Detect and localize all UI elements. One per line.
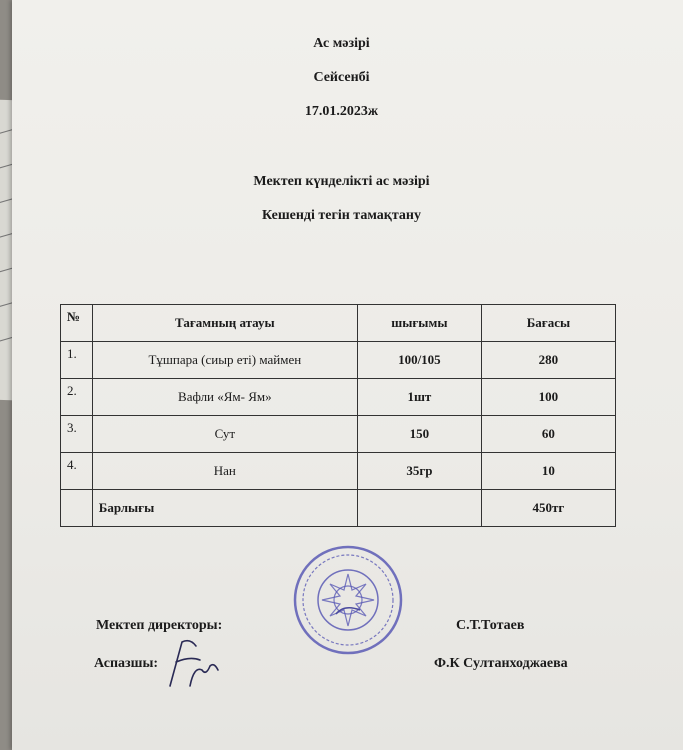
col-price: Бағасы bbox=[481, 305, 615, 342]
day-of-week: Сейсенбі bbox=[313, 70, 370, 85]
dish-price: 100 bbox=[481, 379, 615, 416]
dish-name: Сут bbox=[92, 416, 357, 453]
meal-program: Кешенді тегін тамақтану bbox=[262, 208, 421, 223]
dish-price: 60 bbox=[481, 416, 615, 453]
table-row bbox=[61, 342, 616, 379]
table-header-row bbox=[61, 305, 616, 342]
cook-label: Аспазшы: bbox=[94, 656, 159, 671]
dish-output: 100/105 bbox=[357, 342, 481, 379]
dish-output: 35гр bbox=[357, 453, 481, 490]
empty-cell bbox=[357, 490, 481, 527]
row-number: 3. bbox=[61, 416, 93, 453]
total-label: Барлығы bbox=[92, 490, 357, 527]
dish-name: Вафли «Ям- Ям» bbox=[92, 379, 357, 416]
total-value: 450тг bbox=[481, 490, 615, 527]
dish-output: 1шт bbox=[357, 379, 481, 416]
table-total-row bbox=[61, 490, 616, 527]
row-number: 4. bbox=[61, 453, 93, 490]
empty-cell bbox=[61, 490, 93, 527]
table-row bbox=[61, 453, 616, 490]
table-row bbox=[61, 416, 616, 453]
director-name: С.Т.Тотаев bbox=[456, 618, 525, 633]
dish-name: Нан bbox=[92, 453, 357, 490]
school-seal-stamp bbox=[292, 544, 404, 656]
menu-title: Ас мәзірі bbox=[313, 36, 370, 51]
row-number: 1. bbox=[61, 342, 93, 379]
table-row bbox=[61, 379, 616, 416]
dish-output: 150 bbox=[357, 416, 481, 453]
menu-subtitle: Мектеп күнделікті ас мәзірі bbox=[253, 174, 430, 189]
col-number: № bbox=[61, 305, 93, 342]
dish-name: Тұшпара (сиыр еті) маймен bbox=[92, 342, 357, 379]
row-number: 2. bbox=[61, 379, 93, 416]
cook-name: Ф.К Султанходжаева bbox=[434, 656, 568, 671]
menu-table bbox=[60, 304, 616, 527]
col-output: шығымы bbox=[357, 305, 481, 342]
dish-price: 10 bbox=[481, 453, 615, 490]
director-label: Мектеп директоры: bbox=[96, 618, 223, 633]
dish-price: 280 bbox=[481, 342, 615, 379]
menu-date: 17.01.2023ж bbox=[304, 104, 379, 119]
cook-signature bbox=[160, 636, 230, 692]
col-dish-name: Тағамның атауы bbox=[92, 305, 357, 342]
